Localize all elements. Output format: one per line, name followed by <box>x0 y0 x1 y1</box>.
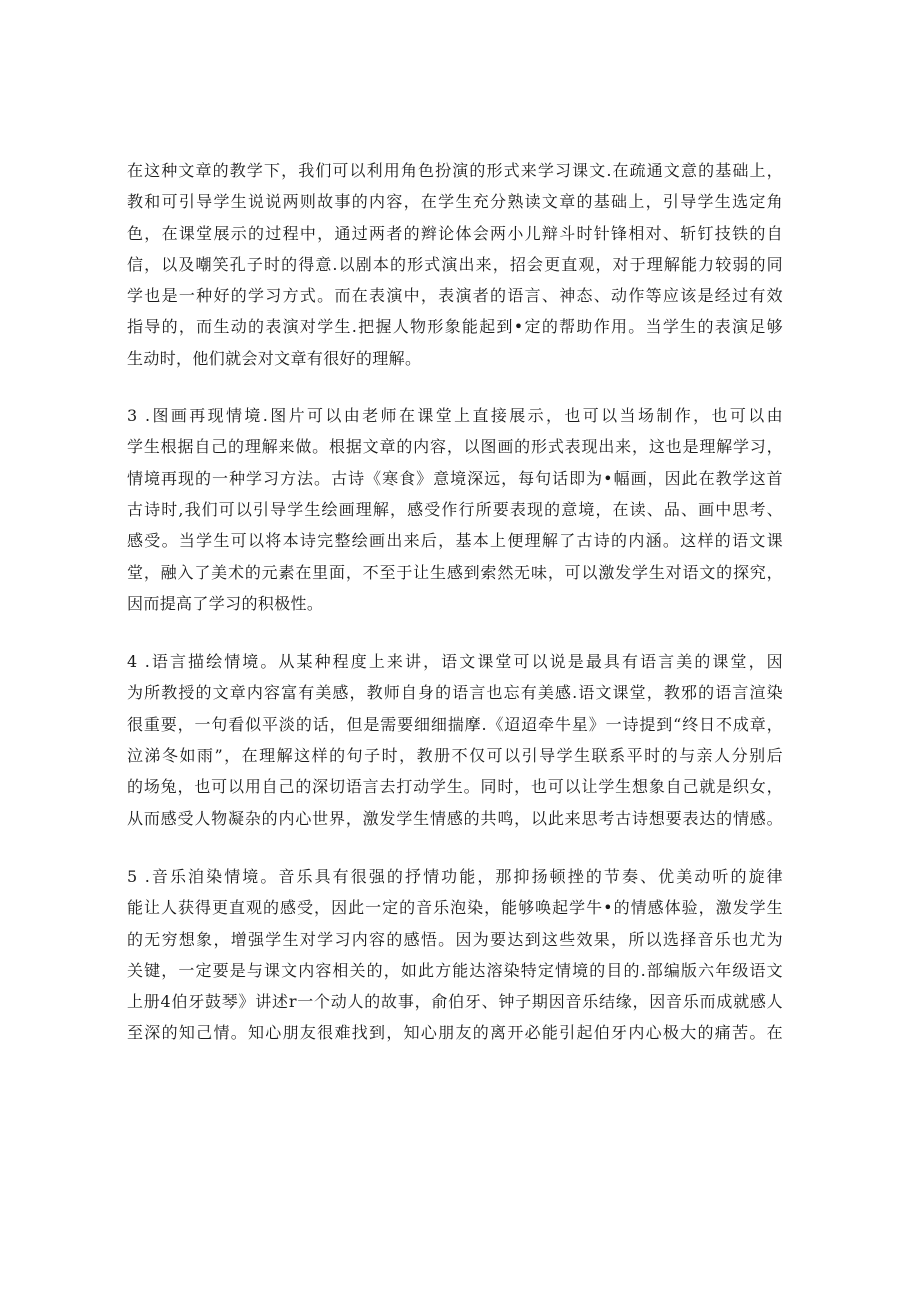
text-line: 情境再现的一种学习方法。古诗《寒食》意境深远，每句话即为•幅画，因此在教学这首 <box>127 468 783 488</box>
text-line: 的场兔，也可以用自己的深切语言去打动学生。同时，也可以让学生想象自己就是织女， <box>127 777 783 797</box>
text-line: 感受。当学生可以将本诗完整绘画出来后，基本上便理解了古诗的内涵。这样的语文课 <box>127 531 783 551</box>
text-line: 关键，一定要是与课文内容相关的，如此方能达溶染特定情境的目的.部编版六年级语文 <box>127 960 783 980</box>
text-line: 堂，融入了美术的元素在里面，不至于让生感到索然无味，可以激发学生对语文的探究， <box>127 562 783 582</box>
text-line: 学也是一种好的学习方式。而在表演中，表演者的语言、神态、动作等应该是经过有效 <box>127 286 783 306</box>
text-line: 4 .语言描绘情境。从某种程度上来讲，语文课堂可以说是最具有语言美的课堂，因 <box>127 652 783 672</box>
text-line: 在这种文章的教学下，我们可以利用角色扮演的形式来学习课文.在疏通文意的基础上， <box>127 161 783 180</box>
text-line: 3 .图画再现情境.图片可以由老师在课堂上直接展示，也可以当场制作，也可以由 <box>127 406 783 426</box>
text-line: 教和可引导学生说说两则故事的内容，在学生充分熟读文章的基础上，引导学生选定角 <box>127 192 783 212</box>
text-line: 从而感受人物凝杂的内心世界，激发学生情感的共鸣，以此来思考古诗想要表达的情感。 <box>127 808 783 828</box>
text-line: 学生根据自己的理解来做。根据文章的内容，以图画的形式表现出来，这也是理解学习， <box>127 437 783 457</box>
text-line: 很重要，一句看似平淡的话，但是需要细细揣摩.《迢迢牵牛星》一诗提到“终日不成章， <box>127 714 783 734</box>
text-line: 信，以及嘲笑孔子时的得意.以剧本的形式演出来，招会更直观，对于理解能力较弱的同 <box>127 254 783 274</box>
text-line: 色，在课堂展示的过程中，通过两者的辫论体会两小儿辩斗时针锋相对、斩钉技铁的自 <box>127 223 783 243</box>
document-body <box>127 155 783 1077</box>
text-line: 生动时，他们就会对文章有很好的理解。 <box>127 348 422 368</box>
text-line: 因而提高了学习的积极性。 <box>127 593 324 613</box>
text-line: 泣涕冬如雨”，在理解这样的句子时，教册不仅可以引导学生联系平时的与亲人分别后 <box>127 746 783 766</box>
text-line: 至深的知己情。知心朋友很难找到，知心朋友的离开必能引起伯牙内心极大的痛苦。在 <box>127 1023 783 1043</box>
text-line: 能让人获得更直观的感受，因此一定的音乐泡染，能够唤起学牛•的情感体验，激发学生 <box>127 898 783 918</box>
paragraph-role-play <box>127 155 783 374</box>
paragraph-picture-scene <box>127 400 783 619</box>
text-line: 古诗时,我们可以引导学生绘画理解，感受作行所要表现的意境，在读、品、画中思考、 <box>127 499 783 519</box>
text-line: 为所教授的文章内容富有美感，教师自身的语言也忘有美感.语文课堂，教邪的语言渲染 <box>127 683 783 703</box>
text-line: 5 .音乐洎染情境。音乐具有很强的抒情功能，那抑扬顿挫的节奏、优美动听的旋律 <box>127 866 783 886</box>
text-line: 上册4伯牙鼓琴》讲述r一个动人的故事，俞伯牙、钟子期因音乐结缘，因音乐而成就感人 <box>127 992 783 1012</box>
paragraph-music-scene <box>127 861 783 1049</box>
paragraph-language-scene <box>127 646 783 834</box>
text-line: 的无穷想象，增强学生对学习内容的感悟。因为要达到这些效果，所以选择音乐也尤为 <box>127 929 783 949</box>
text-line: 指导的，而生动的表演对学生.把握人物形象能起到•定的帮助作用。当学生的表演足够 <box>127 317 783 337</box>
